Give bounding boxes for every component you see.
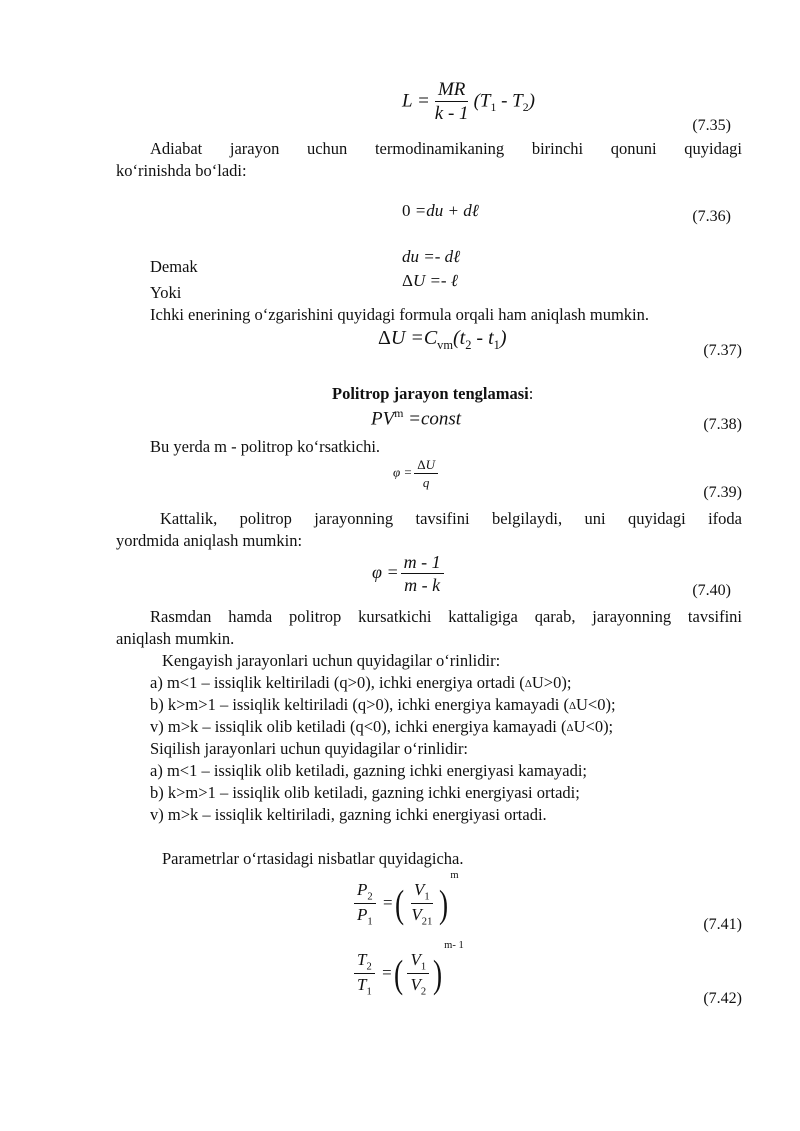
formula-7-39: φ = $\frac{\Delta U}{q}$	[393, 458, 440, 489]
list-item-kengayish-a	[150, 672, 571, 695]
equation-number: (7.38)	[703, 416, 742, 433]
paragraph-rasmdan-line2: aniqlash mumkin.	[116, 629, 235, 648]
paragraph-kattalik-line2: yordmida aniqlash mumkin:	[116, 531, 303, 550]
heading-colon: :	[528, 384, 534, 403]
formula-du: du =- dℓ	[402, 247, 461, 266]
list-text: a) m<1 – issiqlik keltiriladi (q>0), ichki energiya ortadi (	[150, 673, 525, 692]
equation-number: (7.42)	[703, 990, 742, 1007]
paragraph-rasmdan-line1: Rasmdan hamda politrop kursatkichi kattaligiga qarab, jarayonning tavsifini	[150, 607, 742, 626]
equation-number: (7.36)	[692, 208, 731, 225]
heading-politrop	[332, 383, 533, 405]
paragraph-adiabat-line1: Adiabat jarayon uchun termodinamikaning birinchi qonuni quyidagi	[150, 139, 742, 158]
list-text: v) m>k – issiqlik olib ketiladi (q<0), ichki energiya kamayadi (	[150, 717, 567, 736]
paragraph-kengayish: Kengayish jarayonlari uchun quyidagilar o‘rinlidir:	[162, 651, 501, 670]
formula-delta-u: ΔU =- ℓ	[402, 271, 458, 290]
formula-7-41: $\frac{P_2}{P_1}$ =( $\frac{V_1}{V_{21}}$ )$^m$	[352, 870, 459, 928]
paragraph-parametrlar: Parametrlar o‘rtasidagi nisbatlar quyidagicha.	[162, 849, 464, 868]
delta-symbol: Δ	[568, 700, 577, 712]
formula-7-35: L = $\frac{MR}{k - 1}$ $(T_1 - T_2)$	[402, 79, 535, 124]
label-yoki: Yoki	[150, 283, 182, 302]
formula-7-40: φ = $\frac{m - 1}{m - k}$	[372, 553, 446, 595]
formula-7-36: 0 =du + dℓ	[402, 201, 479, 220]
equation-number: (7.40)	[692, 582, 731, 599]
equation-number: (7.37)	[703, 342, 742, 359]
paragraph-ichki: Ichki enerining o‘zgarishini quyidagi formula orqali ham aniqlash mumkin.	[150, 305, 650, 324]
list-text: b) k>m>1 – issiqlik keltiriladi (q>0), ichki energiya kamayadi (	[150, 695, 569, 714]
list-text: U<0);	[576, 695, 616, 714]
equation-number: (7.35)	[692, 117, 731, 134]
list-item-siqilish-a: a) m<1 – issiqlik olib ketiladi, gazning ichki energiyasi kamayadi;	[150, 761, 587, 780]
delta-symbol: Δ	[524, 678, 532, 690]
paragraph-kattalik-line1: Kattalik, politrop jarayonning tavsifini belgilaydi, uni quyidagi ifoda	[160, 509, 742, 528]
list-text: U>0);	[531, 673, 572, 692]
paragraph-siqilish: Siqilish jarayonlari uchun quyidagilar o‘rinlidir:	[150, 739, 469, 758]
delta-symbol: Δ	[566, 722, 574, 734]
equation-number: (7.39)	[703, 484, 742, 501]
paragraph-adiabat-line2: ko‘rinishda bo‘ladi:	[116, 161, 247, 180]
list-item-siqilish-b: b) k>m>1 – issiqlik olib ketiladi, gazning ichki energiyasi ortadi;	[150, 783, 580, 802]
label-demak: Demak	[150, 257, 198, 276]
equation-number: (7.41)	[703, 916, 742, 933]
paragraph-bu-yerda: Bu yerda m - politrop ko‘rsatkichi.	[150, 437, 381, 456]
formula-7-37: $\Delta U =C_{vm}(t_2 - t_1)$	[378, 327, 507, 352]
list-text: U<0);	[573, 717, 614, 736]
list-item-kengayish-b	[150, 694, 616, 717]
heading-politrop-text: Politrop jarayon tenglamasi	[332, 384, 529, 403]
list-item-siqilish-v: v) m>k – issiqlik keltiriladi, gazning ichki energiyasi ortadi.	[150, 805, 547, 824]
formula-7-42: $\frac{T_2}{T_1}$ =( $\frac{V_1}{V_2}$ )$^{m- 1}$	[352, 940, 464, 998]
list-item-kengayish-v	[150, 716, 613, 739]
formula-7-38: $PV^m$ =const	[371, 407, 462, 430]
